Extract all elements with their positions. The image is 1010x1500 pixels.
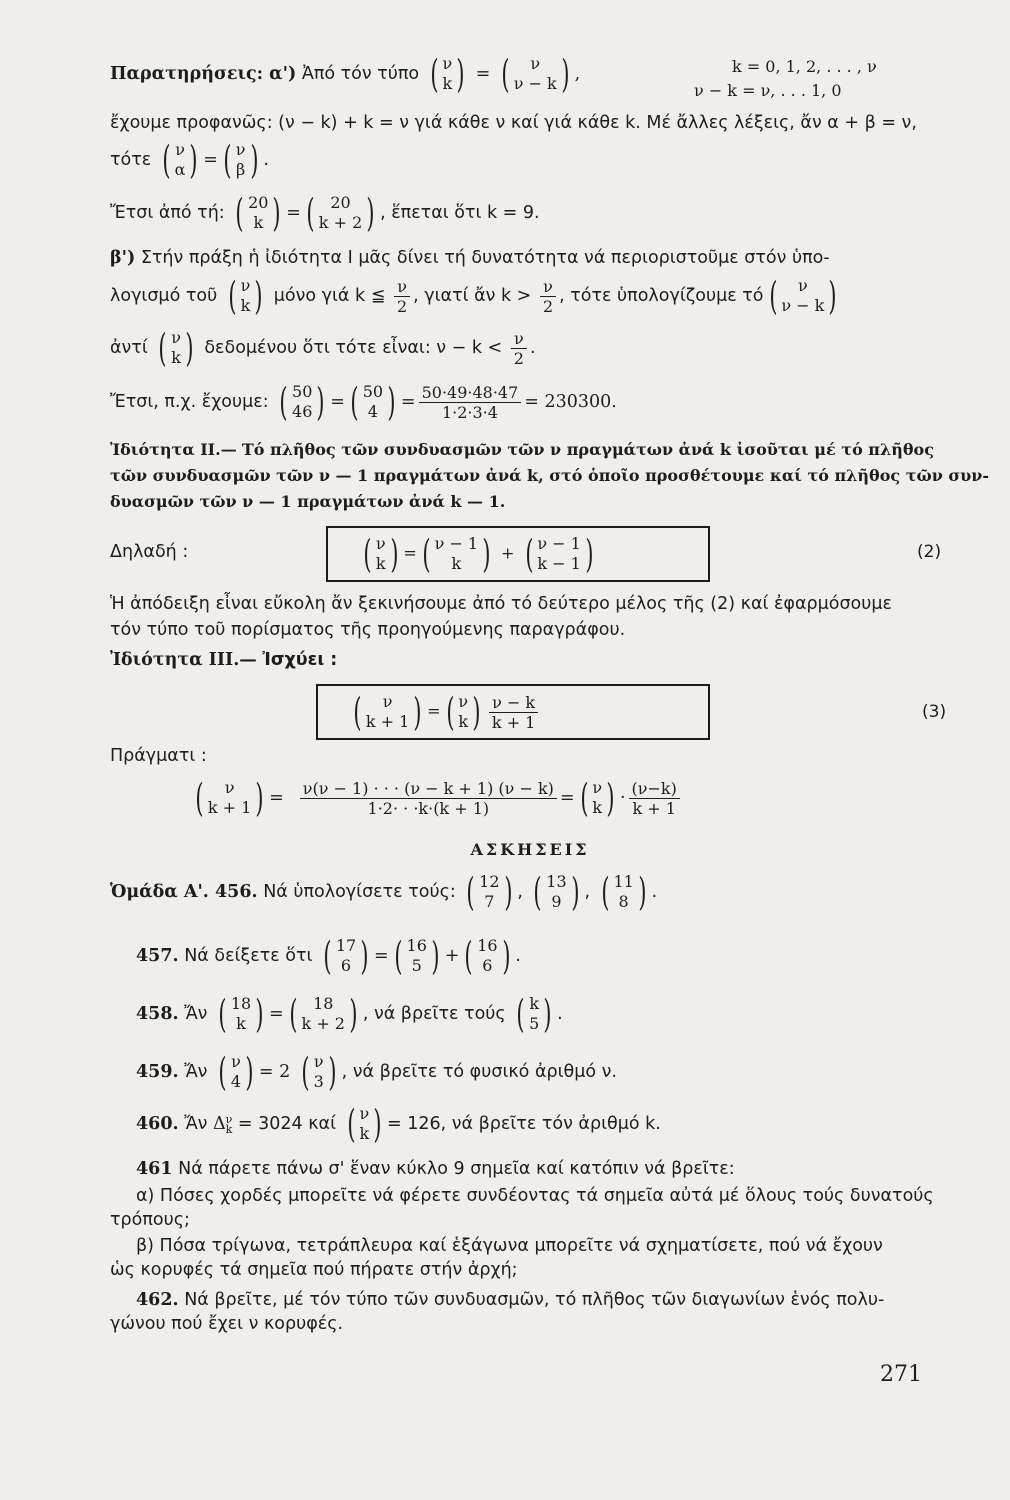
proof-2-line-1: Ἡ ἀπόδειξη εἶναι εὔκολη ἄν ξεκινήσουμε ἀπό τό δεύτερο μέλος τῆς (2) καί ἐφαρμόσουμε (110, 594, 892, 614)
exercise-461-b: β) Πόσα τρίγωνα, τετράπλευρα καί ἑξάγωνα μπορεῖτε νά σχηματίσετε, πού νά ἔχουν (136, 1236, 883, 1256)
exercise-461-a-cont: τρόπους; (110, 1210, 190, 1230)
boxed-equation-3: ( ν k + 1 ) = ( ν k ) $\frac{\nu - k}{k + 1}$ (316, 684, 710, 740)
text: Ἔτσι ἀπό τή: (110, 203, 225, 223)
binomial: ( 20 k + 2 ) (306, 191, 375, 235)
remark-line-7: ἀντί ( ν k ) δεδομένου ὅτι τότε εἶναι: ν − k < $\frac{\nu}{2}$ . (110, 326, 536, 370)
label-beta: β') (110, 248, 136, 268)
binomial: ( ν α ) (162, 138, 198, 182)
equation-number-3: (3) (922, 702, 947, 722)
property-2-line-3: δυασμῶν τῶν ν — 1 πραγμάτων ἀνά k — 1. (110, 492, 506, 511)
binomial: ( ν β ) (223, 138, 259, 182)
exercise-461-b-cont: ὡς κορυφές τά σημεῖα πού πήρατε στήν ἀρχή; (110, 1260, 518, 1280)
binomial: ( 50 4 ) (350, 380, 396, 424)
text: Στήν πράξη ἡ ἰδιότητα Ι μᾶς δίνει τή δυνατότητα νά περιοριστοῦμε στόν ὑπο- (140, 248, 830, 268)
exercise-458: 458. Ἄν ( 18 k ) = ( 18 k + 2 ) , νά βρεῖτε τούς ( k 5 ) . (136, 992, 563, 1036)
binomial: ( 50 46 ) (279, 380, 325, 424)
proof-2-line-2: τόν τύπο τοῦ πορίσματος τῆς προηγούμενης παραγράφου. (110, 620, 626, 640)
binomial: ( ν k ) (430, 52, 465, 96)
page-number: 271 (880, 1362, 922, 1387)
remark-line-8: Ἔτσι, π.χ. ἔχουμε: ( 50 46 ) = ( 50 4 ) = $\frac{50\cdot 49\cdot 48\cdot 47}{1\cdot 2\cdot 3\cdot 4}$ = 230300. (110, 380, 617, 424)
remarks-label: Παρατηρήσεις: α') (110, 64, 297, 84)
equals: = (475, 64, 491, 84)
comma: , (574, 64, 581, 84)
equation-number-2: (2) (917, 542, 942, 562)
binomial: ( ν ν − k ) (501, 52, 570, 96)
exercise-457: 457. Νά δείξετε ὅτι ( 17 6 ) = ( 16 5 ) + ( 16 6 ) . (136, 934, 521, 978)
exercise-462: 462. Νά βρεῖτε, μέ τόν τύπο τῶν συνδυασμῶν, τό πλῆθος τῶν διαγωνίων ἑνός πολυ- (136, 1290, 885, 1310)
range-top: k = 0, 1, 2, . . . , ν (732, 57, 877, 76)
exercise-460: 460. Ἄν Δ ν k = 3024 καί ( ν k ) = 126, νά βρεῖτε τόν ἀριθμό k. (136, 1102, 661, 1146)
exercise-459: 459. Ἄν ( ν 4 ) = 2 ( ν 3 ) , νά βρεῖτε τό φυσικό ἀριθμό ν. (136, 1050, 617, 1094)
exercise-461-a: α) Πόσες χορδές μπορεῖτε νά φέρετε συνδέοντας τά σημεῖα αὐτά μέ ὅλους τούς δυνατούς (136, 1186, 934, 1206)
property-3: Ἰδιότητα ΙΙΙ.— Ἰσχύει : (110, 650, 338, 670)
remark-line-3: τότε ( ν α ) = ( ν β ) . (110, 138, 269, 182)
exercises-heading: ΑΣΚΗΣΕΙΣ (470, 840, 590, 859)
exercise-462-cont: γώνου πού ἔχει ν κορυφές. (110, 1314, 344, 1334)
binomial: ( 20 k ) (235, 191, 281, 235)
eq2-intro: Δηλαδή : (110, 542, 189, 562)
remark-line-2: ἔχουμε προφανῶς: (ν − k) + k = ν γιά κάθε ν καί γιά κάθε k. Μέ ἄλλες λέξεις, ἄν α + β = ν, (110, 113, 917, 133)
boxed-equation-2: ( ν k ) = ( ν − 1 k ) + ( ν − 1 k − 1 ) (326, 526, 710, 582)
binomial: ( ν k ) (228, 274, 263, 318)
proof-3-intro: Πράγματι : (110, 746, 207, 766)
exercise-456: Ὁμάδα Α'. 456. Νά ὑπολογίσετε τούς: ( 12 7 ) , ( 13 9 ) , ( 11 8 ) . (110, 870, 658, 914)
exercise-461: 461 Νά πάρετε πάνω σ' ἕναν κύκλο 9 σημεῖα καί κατόπιν νά βρεῖτε: (136, 1159, 735, 1179)
fraction: $\frac{\nu}{2}$ (540, 277, 556, 316)
fraction: $\frac{\nu}{2}$ (394, 277, 410, 316)
proof-3-equation: ( ν k + 1 ) = $\frac{\nu(\nu - 1) \cdot \cdot \cdot (\nu - k + 1) (\nu - k)}{1\cdot 2\cdot \cdot \cdot k\cdot(k + 1)}$ = ( ν k ) · $\frac{(\nu-k)}{k + 1}$ (190, 778, 1010, 818)
text: τότε (110, 150, 152, 170)
remark-line-6: λογισμό τοῦ ( ν k ) μόνο γιά k ≦ $\frac{\nu}{2}$ , γιατί ἄν k > $\frac{\nu}{2}$ , τότε ὑπολογίζουμε τό ( ν ν − k ) (110, 276, 950, 316)
range-bottom: ν − k = ν, . . . 1, 0 (694, 81, 842, 100)
remark-line-4: Ἔτσι ἀπό τή: ( 20 k ) = ( 20 k + 2 ) , ἕπεται ὅτι k = 9. (110, 191, 540, 235)
remark-line-5 (110, 246, 950, 270)
property-2-line-2: τῶν συνδυασμῶν τῶν ν — 1 πραγμάτων ἀνά k, στό ὁποῖο προσθέτουμε καί τό πλῆθος τῶν συν- (110, 466, 989, 485)
fraction: $\frac{\nu}{2}$ (511, 329, 527, 368)
text: Ἀπό τόν τύπο (301, 64, 420, 84)
binomial: ( ν k ) (158, 326, 194, 370)
fraction: $\frac{50\cdot 49\cdot 48\cdot 47}{1\cdot 2\cdot 3\cdot 4}$ (419, 383, 522, 422)
property-2-line-1: Ἰδιότητα ΙΙ.— Τό πλῆθος τῶν συνδυασμῶν τῶν ν πραγμάτων ἀνά k ἰσοῦται μέ τό πλῆθος (110, 440, 934, 459)
binomial: ( ν ν − k ) (768, 274, 837, 318)
